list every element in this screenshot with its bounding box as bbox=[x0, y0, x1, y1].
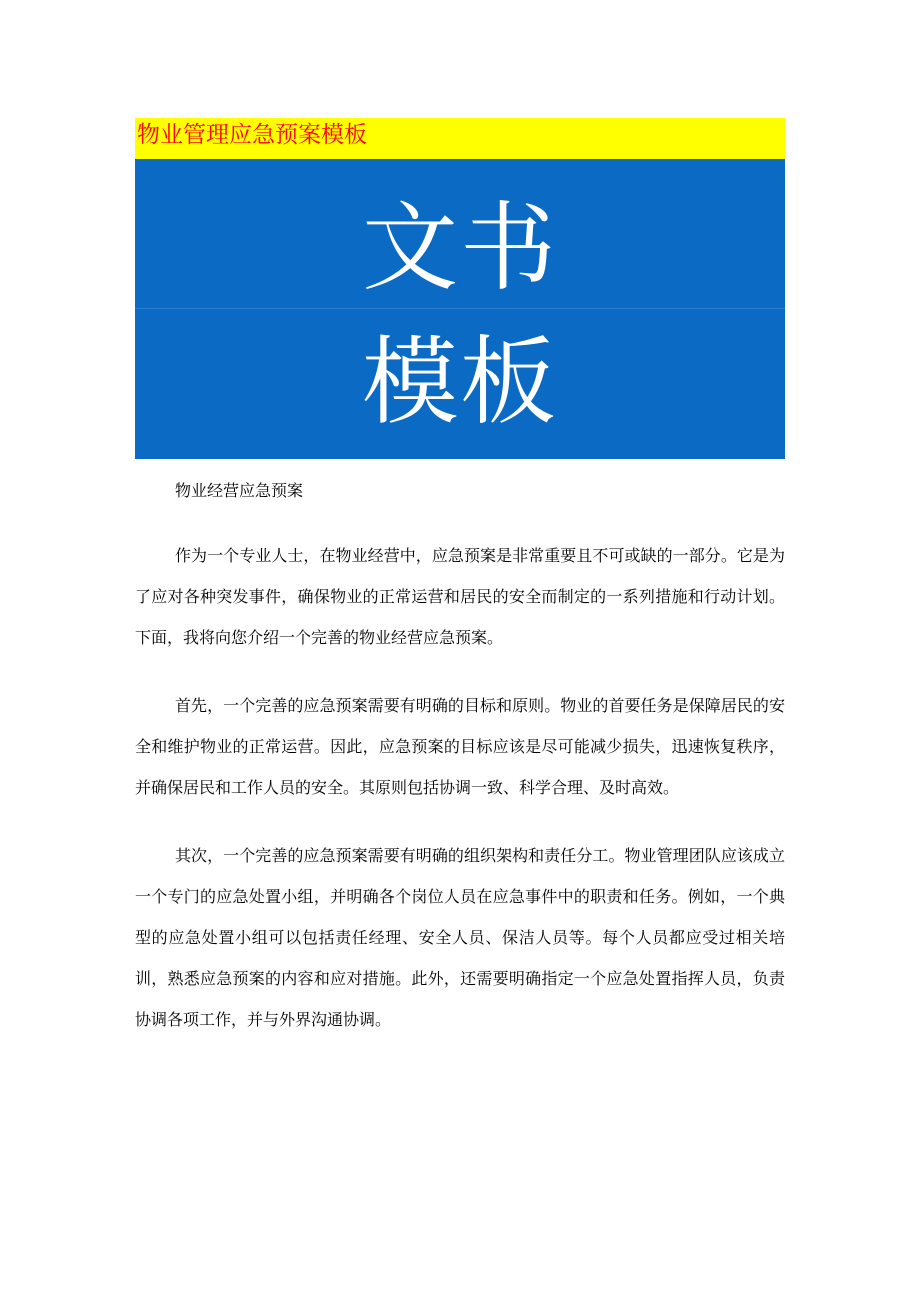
paragraph-intro: 作为一个专业人士，在物业经营中，应急预案是非常重要且不可或缺的一部分。它是为了应对各种突发事件，确保物业的正常运营和居民的安全而制定的一系列措施和行动计划。下面，我将向您介绍一个完善的物业经营应急预案。 bbox=[135, 546, 785, 647]
cover-divider bbox=[135, 308, 785, 309]
document-title-banner: 物业管理应急预案模板 bbox=[135, 118, 785, 159]
paragraph-goals: 首先，一个完善的应急预案需要有明确的目标和原则。物业的首要任务是保障居民的安全和维护物业的正常运营。因此，应急预案的目标应该是尽可能减少损失，迅速恢复秩序，并确保居民和工作人员的安全。其原则包括协调一致、科学合理、及时高效。 bbox=[135, 696, 785, 797]
cover-title-line-1: 文书 bbox=[362, 192, 558, 304]
cover-block bbox=[135, 159, 785, 459]
cover-title-line-2: 模板 bbox=[362, 326, 558, 438]
paragraph-organization: 其次，一个完善的应急预案需要有明确的组织架构和责任分工。物业管理团队应该成立一个专门的应急处置小组，并明确各个岗位人员在应急事件中的职责和任务。例如，一个典型的应急处置小组可以包括责任经理、安全人员、保洁人员等。每个人员都应受过相关培训，熟悉应急预案的内容和应对措施。此外，还需要明确指定一个应急处置指挥人员，负责协调各项工作，并与外界沟通协调。 bbox=[135, 846, 785, 1029]
document-heading: 物业经营应急预案 bbox=[175, 481, 304, 500]
